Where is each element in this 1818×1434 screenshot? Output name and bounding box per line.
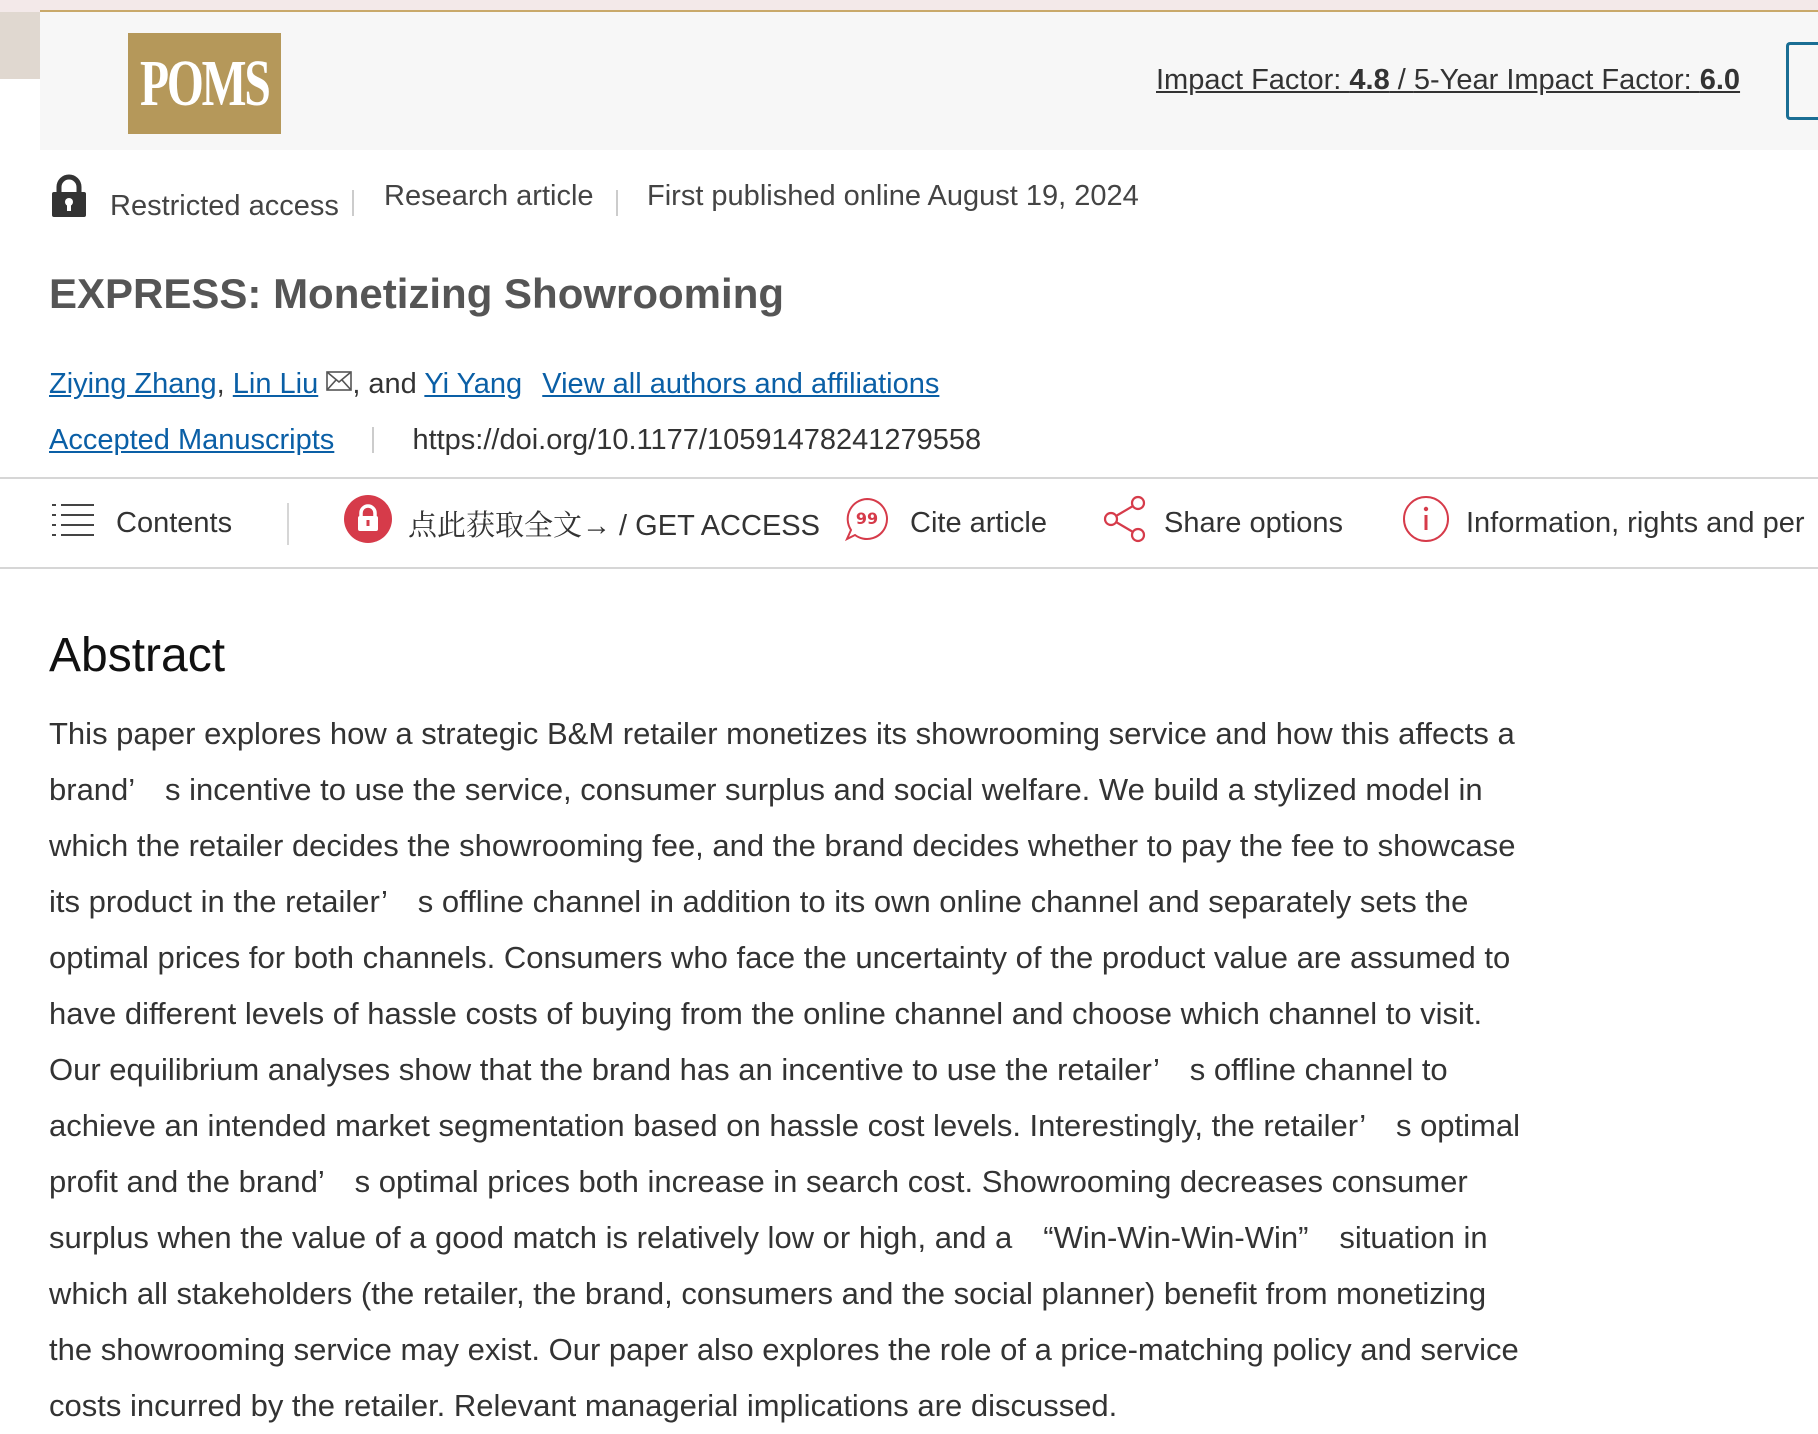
doi-text[interactable]: https://doi.org/10.1177/10591478241279558 <box>412 424 982 456</box>
share-options-button[interactable] <box>1102 479 1343 567</box>
article-type: Research article <box>384 180 594 212</box>
info-icon <box>1402 495 1450 551</box>
get-access-label: 点此获取全文→ / GET ACCESS <box>408 509 820 542</box>
meta-separator <box>352 190 354 216</box>
abstract-line: costs incurred by the retailer. Relevant managerial implications are discussed. <box>49 1388 1118 1423</box>
abstract-line: Our equilibrium analyses show that the brand has an incentive to use the retailer’ s offline channel to <box>49 1052 1448 1087</box>
abstract-line: brand’ s incentive to use the service, consumer surplus and social welfare. We build a stylized model in <box>49 772 1483 807</box>
author-list <box>49 366 939 401</box>
header-action-button[interactable] <box>1786 42 1818 120</box>
abstract-line: optimal prices for both channels. Consumers who face the uncertainty of the product value are assumed to <box>49 940 1511 975</box>
abstract-line: have different levels of hassle costs of buying from the online channel and choose which channel to visit. <box>49 996 1483 1031</box>
impact-divider: / <box>1389 64 1414 96</box>
five-year-impact-label: 5-Year Impact Factor: 6.0 <box>1413 64 1741 96</box>
lock-circle-icon <box>344 495 392 551</box>
author-link[interactable]: Yi Yang <box>424 368 523 400</box>
abstract-body <box>49 706 1669 1434</box>
published-date: First published online August 19, 2024 <box>647 180 1139 212</box>
author-separator: , and <box>352 368 425 400</box>
abstract-line: This paper explores how a strategic B&M retailer monetizes its showrooming service and how this affects a <box>49 716 1515 751</box>
svg-text:99: 99 <box>855 509 879 528</box>
share-label: Share options <box>1164 506 1343 539</box>
view-all-authors-link[interactable]: View all authors and affiliations <box>542 368 940 400</box>
abstract-line: the showrooming service may exist. Our paper also explores the role of a price-matching policy and service <box>49 1332 1519 1367</box>
contents-label: Contents <box>116 506 233 539</box>
information-rights-button[interactable] <box>1402 479 1805 567</box>
cite-label: Cite article <box>910 506 1047 539</box>
lock-icon <box>50 174 88 226</box>
abstract-line: which all stakeholders (the retailer, the brand, consumers and the social planner) benefit from monetizing <box>49 1276 1487 1311</box>
abstract-line: achieve an intended market segmentation based on hassle cost levels. Interestingly, the retailer’ s optimal <box>49 1108 1521 1143</box>
journal-logo[interactable]: POMS <box>128 33 281 134</box>
author-separator: , <box>216 368 233 400</box>
article-title: EXPRESS: Monetizing Showrooming <box>49 270 784 317</box>
envelope-icon[interactable] <box>326 366 352 399</box>
contents-button[interactable] <box>52 479 232 567</box>
impact-factor-link[interactable] <box>1156 64 1740 97</box>
abstract-line: profit and the brand’ s optimal prices both increase in search cost. Showrooming decreases consumer <box>49 1164 1468 1199</box>
author-link[interactable]: Ziying Zhang <box>49 368 217 400</box>
quote-bubble-icon <box>844 496 890 550</box>
cite-article-button[interactable] <box>844 479 1047 567</box>
get-access-button[interactable] <box>344 479 820 567</box>
toolbar-divider <box>287 503 289 545</box>
list-icon <box>52 502 94 544</box>
browser-top-strip <box>0 0 1818 12</box>
abstract-heading: Abstract <box>49 629 226 682</box>
accepted-manuscripts-link[interactable]: Accepted Manuscripts <box>49 424 335 456</box>
abstract-line: which the retailer decides the showrooming fee, and the brand decides whether to pay the fee to showcase <box>49 828 1516 863</box>
doi-row <box>49 424 981 457</box>
info-label: Information, rights and per <box>1466 506 1805 539</box>
side-tab <box>0 12 40 79</box>
impact-factor-label: Impact Factor: 4.8 <box>1156 64 1390 96</box>
abstract-line: surplus when the value of a good match is relatively low or high, and a “Win-Win-Win-Win” situation in <box>49 1220 1488 1255</box>
author-link[interactable]: Lin Liu <box>232 368 319 400</box>
share-icon <box>1102 495 1148 551</box>
meta-separator <box>372 427 374 453</box>
article-toolbar <box>0 477 1818 569</box>
abstract-line: its product in the retailer’ s offline channel in addition to its own online channel and separately sets the <box>49 884 1469 919</box>
meta-separator <box>616 190 618 216</box>
access-status: Restricted access <box>110 190 339 222</box>
